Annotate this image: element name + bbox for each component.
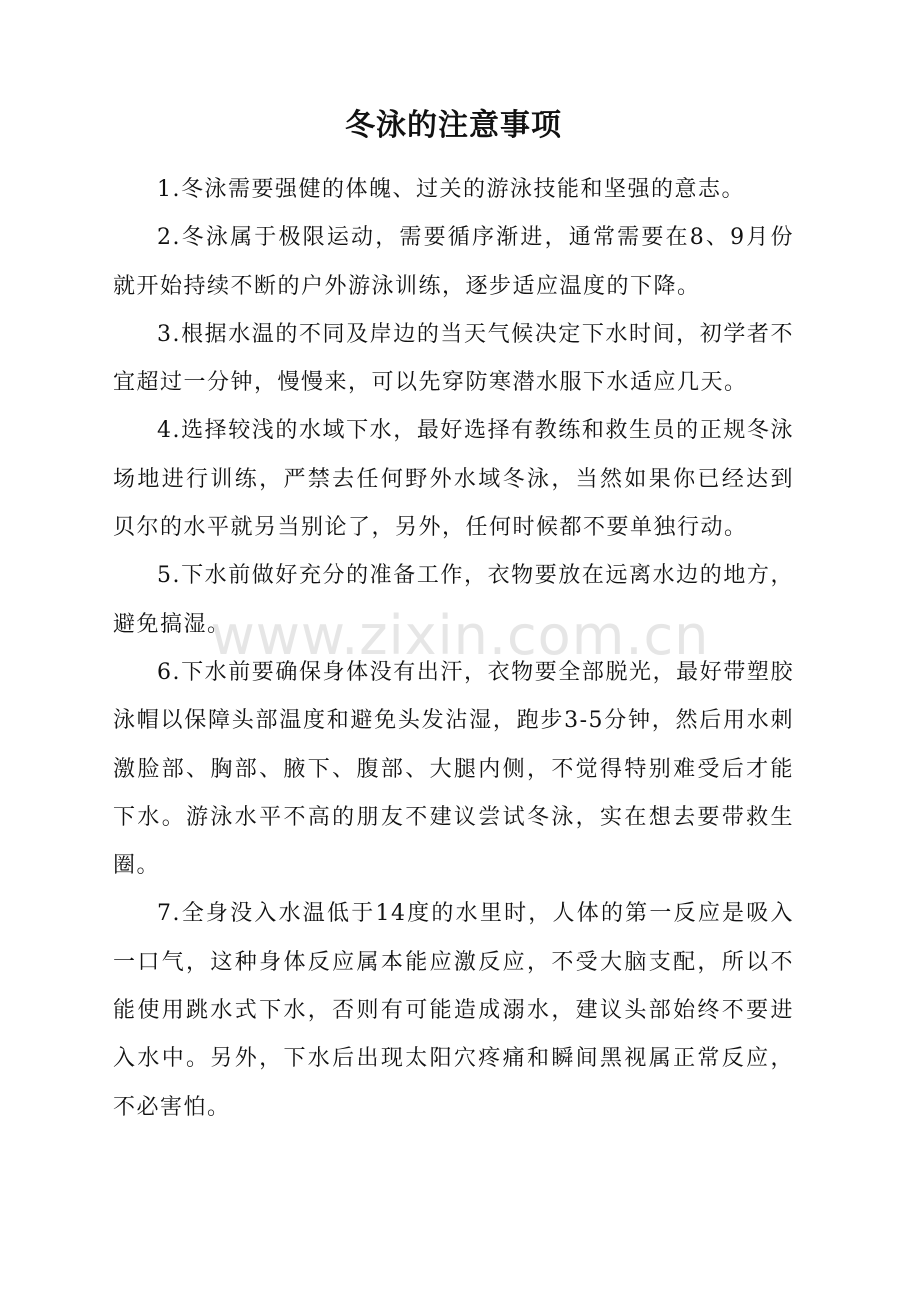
list-item: 2.冬泳属于极限运动，需要循序渐进，通常需要在8、9月份就开始持续不断的户外游泳训练，逐步适应温度的下降。 [113, 225, 794, 299]
document-title: 冬泳的注意事项 [345, 108, 562, 143]
list-item: 6.下水前要确保身体没有出汗，衣物要全部脱光，最好带塑胶泳帽以保障头部温度和避免头发沾湿，跑步3-5分钟，然后用水刺激脸部、胸部、腋下、腹部、大腿内侧，不觉得特别难受后才能下水。游泳水平不高的朋友不建议尝试冬泳，实在想去要带救生圈。 [113, 659, 794, 879]
list-item: 3.根据水温的不同及岸边的当天气候决定下水时间，初学者不宜超过一分钟，慢慢来，可以先穿防寒潜水服下水适应几天。 [113, 321, 794, 396]
item-list [113, 166, 794, 1132]
list-item: 5.下水前做好充分的准备工作，衣物要放在远离水边的地方，避免搞湿。 [113, 563, 794, 637]
watermark: www.zixin.com.cn [210, 604, 710, 667]
list-item: 1.冬泳需要强健的体魄、过关的游泳技能和坚强的意志。 [157, 177, 745, 202]
list-item: 4.选择较浅的水域下水，最好选择有教练和救生员的正规冬泳场地进行训练，严禁去任何野外水域冬泳，当然如果你已经达到贝尔的水平就另当别论了，另外，任何时候都不要单独行动。 [113, 418, 794, 541]
list-item: 7.全身没入水温低于14度的水里时，人体的第一反应是吸入一口气，这种身体反应属本能应激反应，不受大脑支配，所以不能使用跳水式下水，否则有可能造成溺水，建议头部始终不要进入水中。另外，下水后出现太阳穴疼痛和瞬间黑视属正常反应，不必害怕。 [113, 901, 794, 1120]
